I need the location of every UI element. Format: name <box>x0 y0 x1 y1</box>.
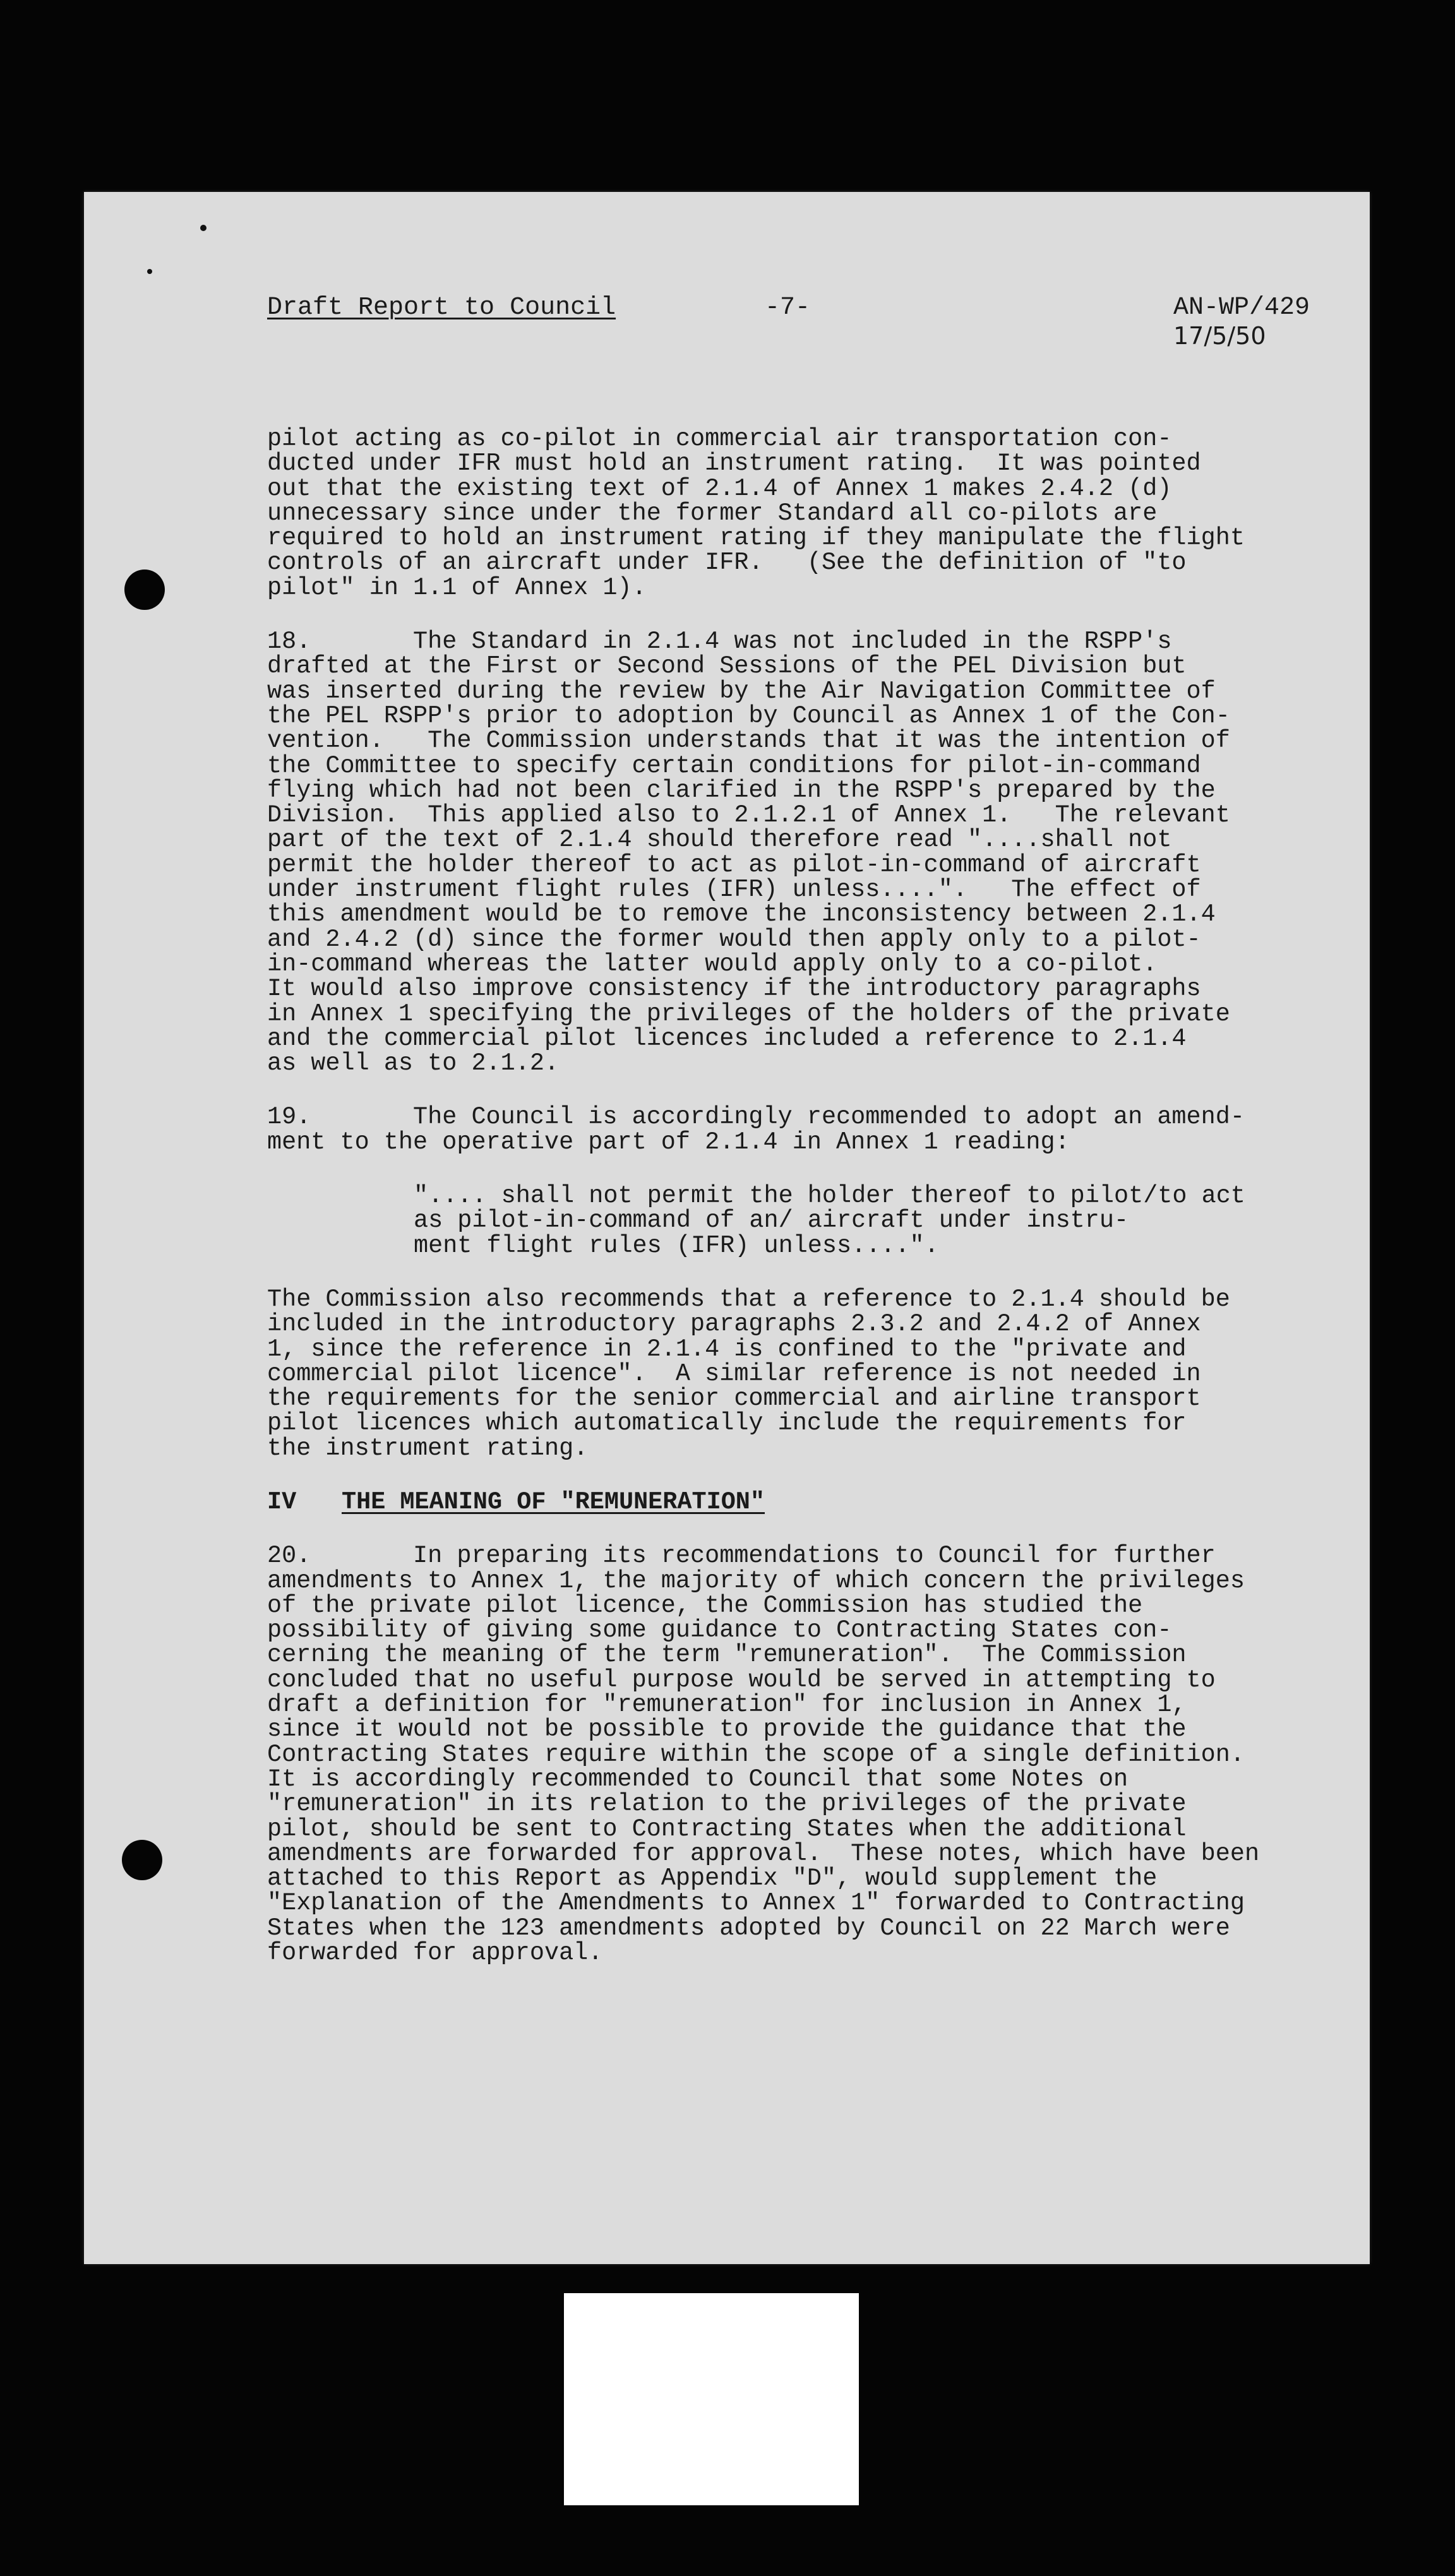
paragraph-19 <box>267 1105 1379 1155</box>
text-line: vention. The Commission understands that it was the intention of <box>267 727 1230 755</box>
text-line: forwarded for approval. <box>267 1939 603 1967</box>
text-line: draft a definition for "remuneration" for inclusion in Annex 1, <box>267 1691 1187 1719</box>
text-line: was inserted during the review by the Air Navigation Committee of <box>267 677 1216 705</box>
text-line: included in the introductory paragraphs 2.3.2 and 2.4.2 of Annex <box>267 1310 1201 1339</box>
text-line: The Commission also recommends that a reference to 2.1.4 should be <box>267 1285 1230 1313</box>
text-line: 20. In preparing its recommendations to Council for further <box>267 1542 1216 1570</box>
paragraph-20 <box>267 1544 1379 1965</box>
text-line: and 2.4.2 (d) since the former would then apply only to a pilot- <box>267 925 1201 953</box>
text-line: cerning the meaning of the term "remuneration". The Commission <box>267 1641 1187 1669</box>
paragraph-continued <box>267 427 1379 600</box>
text-line: commercial pilot licence". A similar reference is not needed in <box>267 1359 1201 1388</box>
text-line: required to hold an instrument rating if they manipulate the flight <box>267 524 1245 552</box>
text-line: Contracting States require within the scope of a single definition. <box>267 1740 1245 1768</box>
text-line: amendments to Annex 1, the majority of which concern the privileges <box>267 1566 1245 1595</box>
document-date: 17/5/50 <box>1173 322 1266 350</box>
speck-mark <box>200 225 207 231</box>
text-line: the instrument rating. <box>267 1434 589 1462</box>
text-line: concluded that no useful purpose would be served in attempting to <box>267 1666 1216 1694</box>
speck-mark <box>147 269 152 274</box>
text-line: pilot" in 1.1 of Annex 1). <box>267 573 647 602</box>
header-title: Draft Report to Council <box>267 294 616 322</box>
text-line: amendments are forwarded for approval. These notes, which have been <box>267 1839 1260 1868</box>
text-line: "remuneration" in its relation to the privileges of the private <box>267 1790 1187 1818</box>
paragraph-18 <box>267 629 1379 1076</box>
paragraph-commission <box>267 1287 1379 1461</box>
text-line: of the private pilot licence, the Commission has studied the <box>267 1591 1143 1619</box>
text-line: drafted at the First or Second Sessions of the PEL Division but <box>267 652 1187 681</box>
page-number: -7- <box>765 294 811 322</box>
text-line: and the commercial pilot licences included a reference to 2.1.4 <box>267 1024 1187 1052</box>
text-line: in-command whereas the latter would apply only to a co-pilot. <box>267 950 1158 978</box>
section-heading <box>267 1490 1379 1515</box>
text-line: States when the 123 amendments adopted by Council on 22 March were <box>267 1914 1230 1942</box>
section-title: THE MEANING OF "REMUNERATION" <box>342 1488 765 1516</box>
text-line: attached to this Report as Appendix "D", would supplement the <box>267 1864 1158 1893</box>
text-line: in Annex 1 specifying the privileges of the holders of the private <box>267 999 1230 1028</box>
text-line: out that the existing text of 2.1.4 of Annex 1 makes 2.4.2 (d) <box>267 474 1172 503</box>
text-line: It would also improve consistency if the introductory paragraphs <box>267 975 1201 1003</box>
section-number: IV <box>267 1488 297 1516</box>
text-line: the requirements for the senior commercial and airline transport <box>267 1385 1201 1413</box>
text-line: since it would not be possible to provide the guidance that the <box>267 1715 1187 1744</box>
text-line: the Committee to specify certain conditions for pilot-in-command <box>267 751 1201 780</box>
text-line: 1, since the reference in 2.1.4 is confined to the "private and <box>267 1335 1187 1363</box>
punch-hole-top <box>124 569 165 610</box>
document-page <box>84 192 1370 2264</box>
text-line: Division. This applied also to 2.1.2.1 of Annex 1. The relevant <box>267 801 1230 830</box>
text-line: ducted under IFR must hold an instrument rating. It was pointed <box>267 450 1201 478</box>
text-line: controls of an aircraft under IFR. (See the definition of "to <box>267 549 1187 577</box>
text-line: unnecessary since under the former Standard all co-pilots are <box>267 499 1158 527</box>
text-line: possibility of giving some guidance to Contracting States con- <box>267 1616 1172 1645</box>
text-line: this amendment would be to remove the inconsistency between 2.1.4 <box>267 900 1216 929</box>
text-line: pilot, should be sent to Contracting States when the additional <box>267 1815 1187 1843</box>
text-line: part of the text of 2.1.4 should therefore read "....shall not <box>267 826 1172 854</box>
quoted-amendment <box>267 1184 1379 1258</box>
document-reference: AN-WP/429 <box>1173 294 1310 322</box>
text-line: flying which had not been clarified in the RSPP's prepared by the <box>267 776 1216 804</box>
text-line: 19. The Council is accordingly recommended to adopt an amend- <box>267 1103 1245 1131</box>
text-line: pilot acting as co-pilot in commercial air transportation con- <box>267 425 1172 453</box>
text-line: permit the holder thereof to act as pilot-in-command of aircraft <box>267 850 1201 879</box>
text-line: 18. The Standard in 2.1.4 was not included in the RSPP's <box>267 628 1172 656</box>
document-body <box>267 427 1379 1965</box>
text-line: ment to the operative part of 2.1.4 in Annex 1 reading: <box>267 1128 1070 1156</box>
text-line: pilot licences which automatically include the requirements for <box>267 1409 1187 1438</box>
text-line: ment flight rules (IFR) unless....". <box>414 1231 939 1260</box>
text-line: as well as to 2.1.2. <box>267 1049 560 1078</box>
text-line: the PEL RSPP's prior to adoption by Council as Annex 1 of the Con- <box>267 701 1230 730</box>
text-line: as pilot-in-command of an/ aircraft under instru- <box>414 1207 1129 1235</box>
blank-card <box>564 2293 859 2505</box>
punch-hole-bottom <box>122 1840 162 1880</box>
text-line: under instrument flight rules (IFR) unless....". The effect of <box>267 876 1201 904</box>
text-line: It is accordingly recommended to Council that some Notes on <box>267 1765 1129 1793</box>
text-line: "Explanation of the Amendments to Annex 1" forwarded to Contracting <box>267 1889 1245 1917</box>
text-line: ".... shall not permit the holder thereof to pilot/to act <box>414 1182 1245 1210</box>
